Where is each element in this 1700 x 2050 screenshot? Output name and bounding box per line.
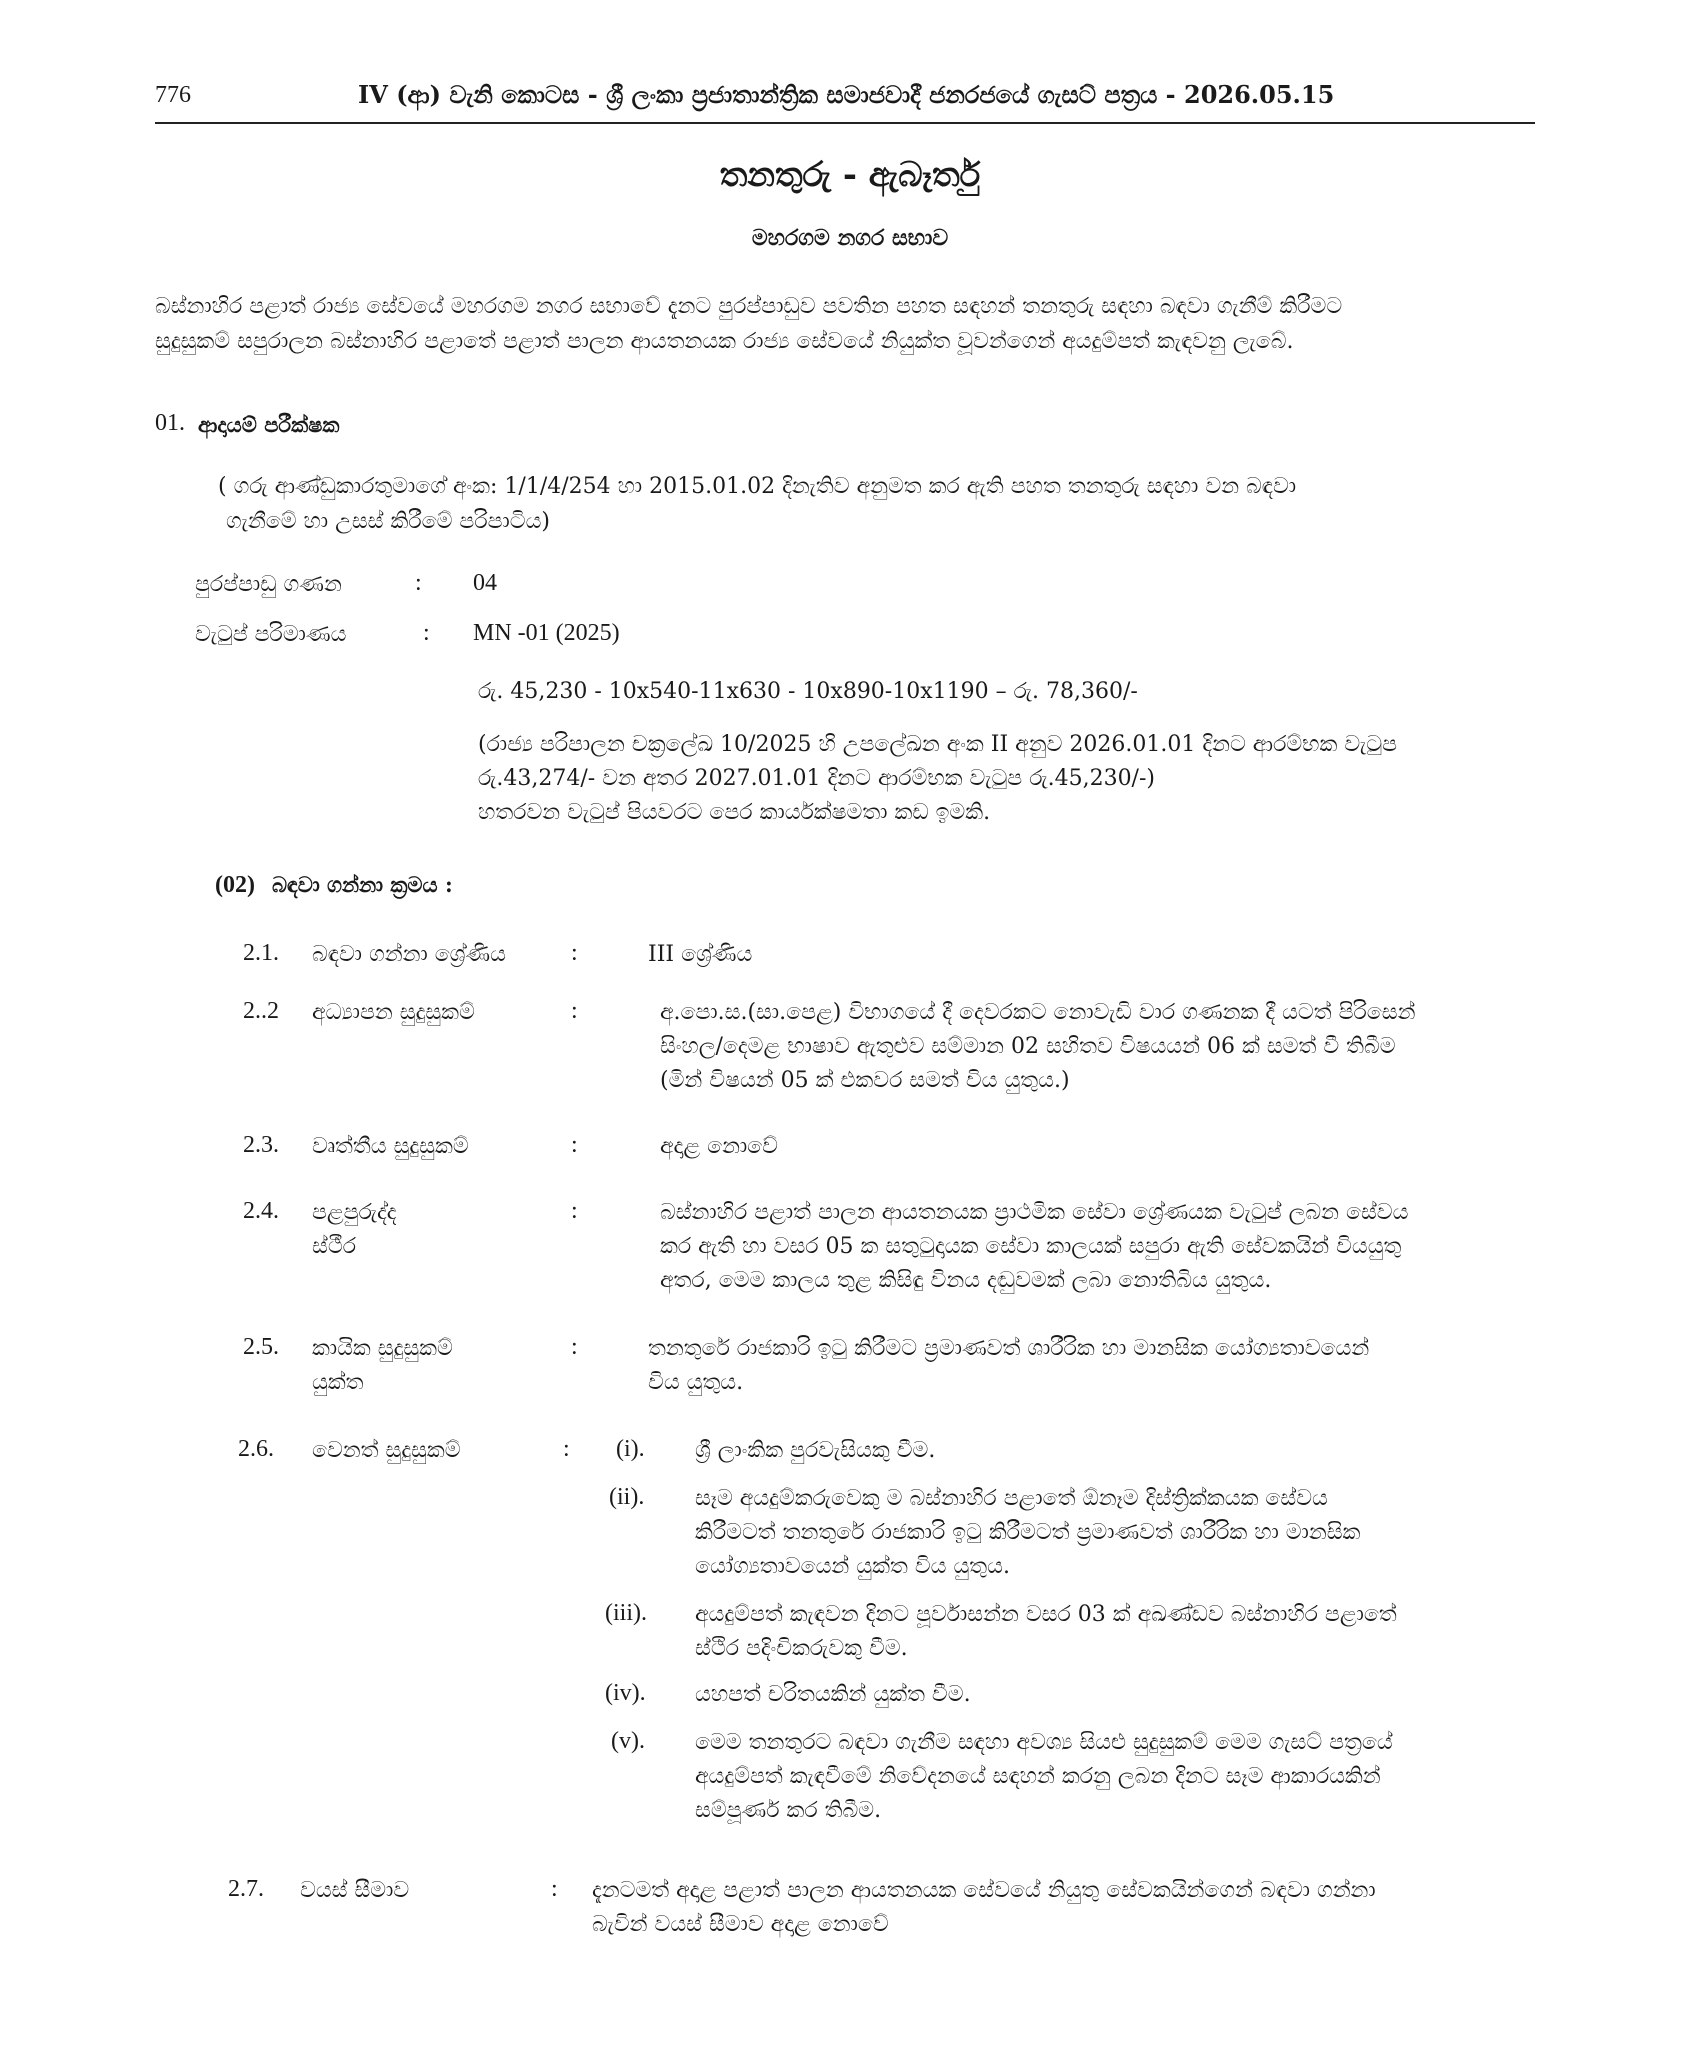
item-2-5-label-line-2: යුක්ත bbox=[312, 1370, 364, 1395]
item-2-6-v-line-1: මෙම තනතුරට බඳවා ගැනීම සඳහා අවශ්‍ය සියළු සුදුසුකම් මෙම ගැසට් පත්‍රයේ bbox=[695, 1730, 1393, 1755]
item-2-4-label-line-1: පළපුරුද්ද bbox=[312, 1200, 397, 1225]
vacancies-label: පුරප්පාඩු ගණන bbox=[195, 572, 342, 597]
item-2-6-ii-line-1: සෑම අයදුම්කරුවෙකු ම බස්නාහිර පළාතේ ඕනෑම දිස්ත්‍රික්කයක සේවය bbox=[695, 1486, 1328, 1511]
item-2-7-line-2: බැවින් වයස් සීමාව අදාළ නොවේ bbox=[592, 1912, 889, 1937]
header-rule bbox=[155, 122, 1535, 124]
vacancies-value: 04 bbox=[473, 570, 497, 596]
item-2-5-line-2: විය යුතුය. bbox=[648, 1370, 744, 1395]
item-2-6-colon: : bbox=[563, 1436, 570, 1462]
approval-line-2: ගැනීමේ හා උසස් කිරීමේ පරිපාටිය) bbox=[226, 509, 550, 534]
recruitment-heading: බඳවා ගන්නා ක්‍රමය : bbox=[272, 872, 453, 897]
item-2-4-line-3: අතර, මෙම කාලය තුළ කිසිඳු විනය දඬුවමක් ලබා නොතිබිය යුතුය. bbox=[660, 1268, 1272, 1293]
item-2-2-line-3: (මින් විෂයන් 05 ක් එකවර සමත් විය යුතුය.) bbox=[660, 1068, 1070, 1093]
salary-note-line-2: රු.43,274/- වන අතර 2027.01.01 දිනට ආරම්භක වැටුප රු.45,230/-) bbox=[478, 766, 1155, 791]
item-2-7-label: වයස් සීමාව bbox=[300, 1878, 410, 1903]
item-2-4-colon: : bbox=[571, 1198, 578, 1224]
salary-note-line-1: (රාජ්‍ය පරිපාලන චක්‍රලේඛ 10/2025 හි උපලේඛන අංක II අනුව 2026.01.01 දිනට ආරම්භක වැටුප bbox=[478, 732, 1398, 757]
item-2-6-ii-line-2: කිරීමටත් තනතුරේ රාජකාරි ඉටු කිරීමටත් ප්‍රමාණවත් ශාරීරික හා මානසික bbox=[695, 1520, 1361, 1545]
item-2-3-value: අදාළ නොවේ bbox=[660, 1134, 778, 1159]
item-2-7-colon: : bbox=[551, 1876, 558, 1902]
item-2-6-v-line-3: සම්පූර්ණ කර තිබීම. bbox=[695, 1798, 882, 1823]
item-2-4-number: 2.4. bbox=[243, 1198, 279, 1224]
item-2-4-line-2: කර ඇති හා වසර 05 ක සතුටුදායක සේවා කාලයක් සපුරා ඇති සේවකයින් වියයුතු bbox=[660, 1234, 1402, 1259]
intro-line-2: සුදුසුකම් සපුරාලන බස්නාහිර පළාතේ පළාත් පාලන ආයතනයක රාජ්‍ය සේවයේ නියුක්ත වූවන්ගෙන් අයදුම්පත් කැඳවනු ලැබේ. bbox=[155, 329, 1294, 354]
approval-line-1: ( ගරු ආණ්ඩුකාරතුමාගේ අංක: 1/1/4/254 හා 2015.01.02 දිනැතිව අනුමත කර ඇති පහත තනතුරු සඳහා වන බඳවා bbox=[218, 474, 1297, 499]
item-2-5-number: 2.5. bbox=[243, 1334, 279, 1360]
gazette-header-title: IV (ආ) වැනි කොටස - ශ්‍රී ලංකා ප්‍රජාතාන්ත්‍රික සමාජවාදී ජනරජයේ ගැසට් පත්‍රය - 2026.05.15 bbox=[358, 80, 1335, 109]
item-2-5-colon: : bbox=[571, 1334, 578, 1360]
item-2-3-label: වෘත්තීය සුදුසුකම් bbox=[312, 1134, 469, 1159]
item-2-6-iii-line-1: අයදුම්පත් කැඳවන දිනට පූර්වාසන්න වසර 03 ක් අඛණ්ඩව බස්නාහිර පළාතේ bbox=[695, 1602, 1397, 1627]
item-2-7-line-1: දැනටමත් අදාළ පළාත් පාලන ආයතනයක සේවයේ නියුතු සේවකයින්ගෙන් බඳවා ගන්නා bbox=[592, 1878, 1376, 1903]
item-2-3-colon: : bbox=[571, 1132, 578, 1158]
item-2-6-ii-number: (ii). bbox=[609, 1484, 645, 1510]
item-2-6-v-line-2: අයදුම්පත් කැඳවීමේ නිවේදනයේ සඳහන් කරනු ලබන දිනට සෑම ආකාරයකින් bbox=[695, 1764, 1381, 1789]
item-2-6-iv-line-1: යහපත් චරිතයකින් යුක්ත වීම. bbox=[695, 1682, 971, 1707]
item-2-2-number: 2..2 bbox=[243, 998, 279, 1024]
item-2-1-colon: : bbox=[571, 940, 578, 966]
section-title: තනතුරු - ඇබෑර්තු bbox=[719, 155, 981, 195]
item-2-2-line-1: අ.පො.ස.(සා.පෙළ) විභාගයේ දී දෙවරකට නොවැඩි වාර ගණනක දී යටත් පිරිසෙන් bbox=[660, 1000, 1416, 1025]
item-2-6-i-number: (i). bbox=[616, 1436, 645, 1462]
item-2-4-line-1: බස්නාහිර පළාත් පාලන ආයතනයක ප්‍රාථමික සේවා ශ්‍රේණයක වැටුප් ලබන සේවය bbox=[660, 1200, 1409, 1225]
item-2-6-i-line-1: ශ්‍රී ලාංකික පුරවැසියකු වීම. bbox=[695, 1438, 936, 1463]
item-2-6-iv-number: (iv). bbox=[605, 1680, 646, 1706]
item-2-6-iii-number: (iii). bbox=[605, 1600, 647, 1626]
page-number: 776 bbox=[155, 82, 191, 108]
item-2-2-colon: : bbox=[571, 998, 578, 1024]
item-2-6-ii-line-3: යෝග්‍යතාවයෙන් යුක්ත විය යුතුය. bbox=[695, 1554, 1010, 1579]
item-2-1-label: බඳවා ගන්නා ශ්‍රේණිය bbox=[312, 942, 506, 967]
item-2-3-number: 2.3. bbox=[243, 1132, 279, 1158]
item-2-5-line-1: තනතුරේ රාජකාරි ඉටු කිරීමට ප්‍රමාණවත් ශාරීරික හා මානසික යෝග්‍යතාවයෙන් bbox=[648, 1336, 1370, 1361]
item-2-6-v-number: (v). bbox=[611, 1728, 645, 1754]
vacancies-colon: : bbox=[415, 570, 422, 596]
salary-note-line-3: හතරවන වැටුප් පියවරට පෙර කාර්යක්ෂමතා කඩ ඉමකි. bbox=[478, 800, 991, 825]
item-2-6-label: වෙනත් සුදුසුකම් bbox=[312, 1438, 461, 1463]
item-2-6-iii-line-2: ස්ථිර පදිංචිකරුවකු වීම. bbox=[695, 1636, 908, 1661]
salary-colon: : bbox=[423, 620, 430, 646]
item-2-2-line-2: සිංහල/දෙමළ භාෂාව ඇතුළුව සම්මාන 02 සහිතව විෂයයන් 06 ක් සමත් වී තිබීම bbox=[660, 1034, 1396, 1059]
item-2-1-value: III ශ්‍රේණිය bbox=[648, 942, 753, 967]
recruitment-heading-number: (02) bbox=[215, 872, 255, 898]
organisation-title: මහරගම නගර සභාව bbox=[751, 225, 949, 251]
intro-line-1: බස්නාහිර පළාත් රාජ්‍ය සේවයේ මහරගම නගර සභාවේ දැනට පුරප්පාඩුව පවතින පහත සඳහන් තනතුරු සඳහා බඳවා ගැනීම් කිරීමට bbox=[155, 294, 1343, 319]
item-2-5-label-line-1: කායික සුදුසුකම් bbox=[312, 1336, 453, 1361]
item-2-1-number: 2.1. bbox=[243, 940, 279, 966]
salary-code: MN -01 (2025) bbox=[473, 620, 620, 646]
post-title: ආදායම් පරීක්ෂක bbox=[198, 412, 340, 437]
salary-scale: රු. 45,230 - 10x540-11x630 - 10x890-10x1190 – රු. 78,360/- bbox=[478, 679, 1138, 704]
item-2-6-number: 2.6. bbox=[238, 1436, 274, 1462]
item-2-7-number: 2.7. bbox=[228, 1876, 264, 1902]
post-number: 01. bbox=[155, 410, 185, 436]
item-2-2-label: අධ්‍යාපන සුදුසුකම් bbox=[312, 1000, 475, 1025]
salary-label: වැටුප් පරිමාණය bbox=[195, 622, 347, 647]
item-2-4-label-line-2: ස්ථීර bbox=[312, 1234, 357, 1259]
